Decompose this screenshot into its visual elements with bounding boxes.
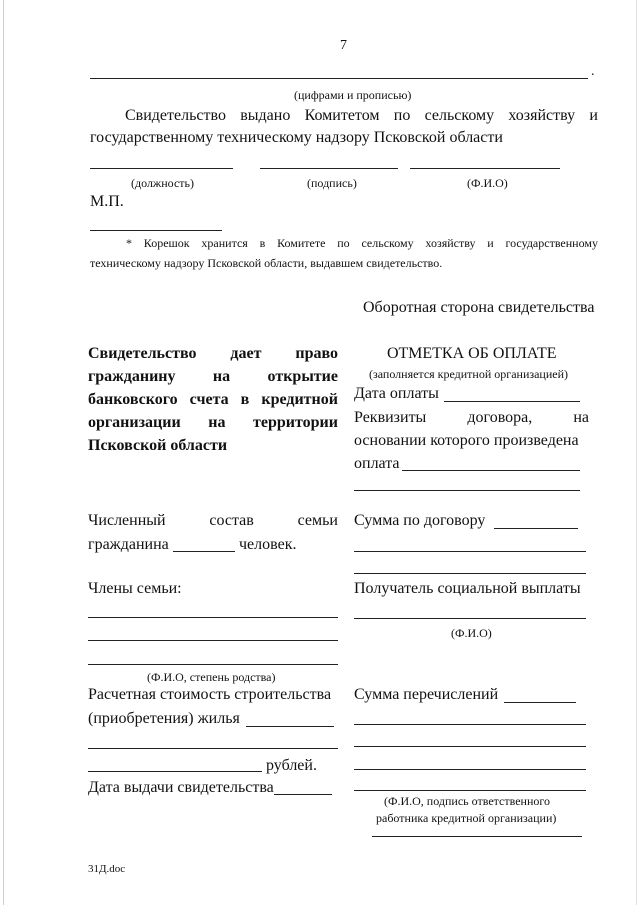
amount-line-dot: . (591, 64, 595, 79)
right-line-1: Свидетельство дает право (88, 345, 338, 362)
footnote-line-2: техническому надзору Псковской области, выдавшем свидетельство. (90, 256, 443, 270)
recipient-label: Получатель социальной выплаты (354, 580, 581, 597)
issue-date-label: Дата выдачи свидетельства (88, 779, 274, 796)
transfer-sum-label: Сумма перечислений (354, 686, 499, 703)
right-line-3: банковского счета в кредитной (88, 391, 338, 408)
issue-date-line (274, 794, 332, 795)
requisites-line-2: основании которого произведена (354, 432, 579, 449)
cost-line-2: (приобретения) жилья (88, 710, 240, 727)
right-line-5: Псковской области (88, 437, 228, 454)
requisites-line-3: оплата (354, 455, 400, 472)
transfer-extra-line-2 (354, 746, 586, 747)
members-caption: (Ф.И.О, степень родства) (147, 670, 276, 684)
signature-caption: (подпись) (307, 176, 357, 190)
position-caption: (должность) (131, 176, 194, 190)
amount-caption: (цифрами и прописью) (294, 88, 412, 102)
officer-caption-1: (Ф.И.О, подпись ответственного (384, 794, 550, 808)
requisites-value-line (402, 470, 580, 471)
position-line (90, 168, 233, 169)
transfer-sum-line (504, 702, 576, 703)
requisites-extra-line (354, 490, 580, 491)
member-line-1 (88, 617, 338, 618)
page-edge-left (3, 0, 4, 905)
reverse-side-title: Оборотная сторона свидетельства (363, 299, 595, 316)
issued-line-2: государственному техническому надзору Псковской области (90, 129, 503, 146)
footnote-rule (90, 230, 222, 231)
transfer-extra-line-3 (354, 769, 586, 770)
right-line-4: организации на территории (88, 414, 338, 431)
requisites-line-1: Реквизиты договора, на (354, 409, 589, 426)
name-line (410, 168, 560, 169)
recipient-caption: (Ф.И.О) (451, 626, 492, 640)
contract-sum-label: Сумма по договору (354, 512, 486, 529)
cost-line-3 (88, 748, 338, 749)
payment-date-line (444, 401, 580, 402)
rubles-line (88, 771, 262, 772)
amount-line (90, 78, 588, 79)
member-line-2 (88, 640, 338, 641)
contract-sum-line (494, 528, 578, 529)
transfer-extra-line-1 (354, 724, 586, 725)
page-edge-right (636, 0, 637, 905)
issued-line-1: Свидетельство выдано Комитетом по сельскому хозяйству и (125, 107, 598, 124)
recipient-line (354, 618, 586, 619)
file-name: 31Д.doc (88, 863, 126, 875)
signature-line (260, 168, 398, 169)
right-line-2: гражданину на открытие (88, 368, 338, 385)
payment-note: (заполняется кредитной организацией) (369, 367, 569, 381)
officer-caption-2: работника кредитной организации) (376, 811, 557, 825)
name-caption: (Ф.И.О) (467, 176, 508, 190)
payment-title: ОТМЕТКА ОБ ОПЛАТЕ (387, 345, 557, 362)
family-line-2a: гражданина (88, 536, 169, 553)
officer-bottom-line (372, 836, 582, 837)
family-line-1: Численный состав семьи (88, 512, 338, 529)
contract-extra-line-1 (354, 551, 586, 552)
payment-date-label: Дата оплаты (354, 385, 439, 402)
member-line-3 (88, 664, 338, 665)
members-label: Члены семьи: (88, 580, 182, 597)
contract-extra-line-2 (354, 573, 586, 574)
rubles-label: рублей. (266, 757, 317, 774)
page-number: 7 (340, 38, 347, 53)
seal-mark: М.П. (90, 193, 124, 210)
cost-line-1: Расчетная стоимость строительства (88, 686, 332, 703)
officer-line (354, 790, 586, 791)
family-line-2b: человек. (239, 536, 297, 553)
family-count-line (173, 551, 235, 552)
cost-value-line (246, 726, 334, 727)
footnote-line-1: * Корешок хранится в Комитете по сельскому хозяйству и государственному (126, 236, 598, 250)
